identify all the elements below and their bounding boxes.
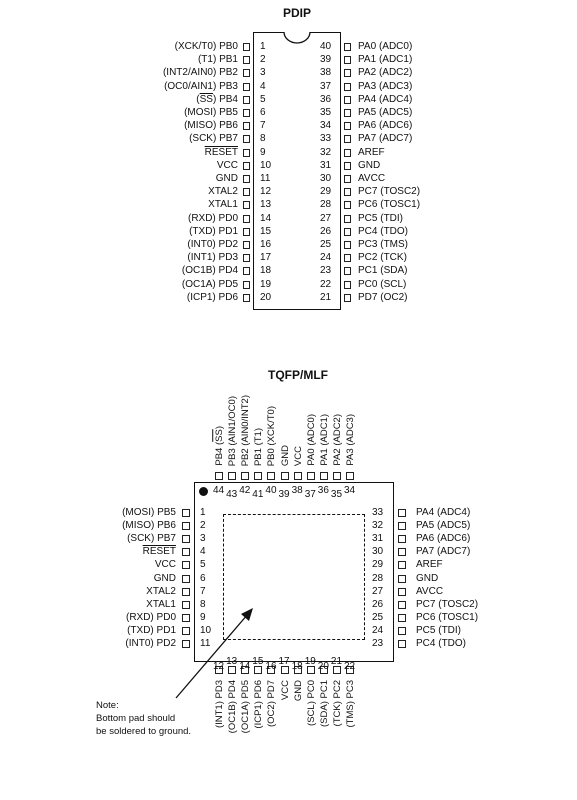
tqfp-pin-number: 26 xyxy=(372,598,384,610)
pdip-pin-number: 18 xyxy=(260,265,272,277)
pdip-pin-name: PD4 xyxy=(218,265,238,277)
tqfp-pin-number: 30 xyxy=(372,546,384,558)
tqfp-pin-alt-function: (INT1) xyxy=(214,701,225,729)
tqfp-pin-number: 1 xyxy=(200,507,206,518)
pdip-pin-name: GND xyxy=(215,173,238,184)
pdip-pin-alt-function: (ADC0) xyxy=(378,41,413,52)
pdip-pin-name: PA2 xyxy=(358,67,377,79)
pdip-pin-alt-function: (TXD) xyxy=(189,225,216,237)
tqfp-pin-name: PA7 xyxy=(416,546,435,558)
pdip-pin-number: 17 xyxy=(260,252,272,264)
note-line: Bottom pad should xyxy=(96,713,176,724)
tqfp-pin-number: 8 xyxy=(200,598,206,610)
pdip-pin-alt-function: (TDI) xyxy=(380,212,404,224)
pdip-pin-number: 16 xyxy=(260,239,272,250)
tqfp-pin-number: 32 xyxy=(372,520,384,532)
pdip-title: PDIP xyxy=(283,6,312,20)
pdip-pin-alt-function: (OC0/AIN1) xyxy=(164,80,217,92)
pdip-pin-alt-function: (INT1) xyxy=(187,252,216,264)
tqfp-pin-alt-function: (ADC3) xyxy=(345,414,356,447)
tqfp-pin-number: 25 xyxy=(372,611,384,623)
tqfp-pin-number: 10 xyxy=(200,624,212,636)
tqfp-pin-alt-function: (ADC0) xyxy=(305,414,317,447)
tqfp-pin-alt-function: (XCK/T0) xyxy=(266,405,278,446)
pdip-pin-name: PC7 xyxy=(358,186,378,198)
tqfp-pin-name: PB4 xyxy=(214,448,225,466)
pdip-pin-number: 8 xyxy=(260,133,266,145)
tqfp-pin-alt-function: (ADC6) xyxy=(436,533,471,545)
tqfp-pin-name: PA1 xyxy=(318,448,330,466)
tqfp-pin-number: 2 xyxy=(200,520,206,532)
pdip-pin-number: 32 xyxy=(320,146,332,158)
pdip-pin-name: PA0 xyxy=(358,41,377,52)
pdip-pin-name: RESET xyxy=(204,146,238,158)
tqfp-pin-alt-function: (AIN1/OC0) xyxy=(227,395,239,446)
pdip-pin-alt-function: (ADC6) xyxy=(378,120,413,132)
pdip-pin-alt-function: $(\overline{SS})$ xyxy=(196,93,217,105)
pdip-pin-alt-function: (ICP1) xyxy=(186,291,216,303)
pdip-pin-number: 38 xyxy=(320,67,332,79)
tqfp-pin-number: 12 xyxy=(213,661,225,672)
tqfp-pin-name: VCC xyxy=(154,559,176,571)
pdip-pin-number: 6 xyxy=(260,107,266,118)
pdip-pin-alt-function: (OC2) xyxy=(380,291,408,303)
pdip-pin-number: 37 xyxy=(320,80,332,92)
pdip-pin-number: 9 xyxy=(260,146,266,158)
tqfp-pin-number: 20 xyxy=(317,661,329,672)
pdip-pin-name: PD1 xyxy=(218,225,238,237)
pdip-pin-name: PC0 xyxy=(358,278,378,290)
tqfp-pin-name: PD5 xyxy=(240,680,252,699)
tqfp-pin-alt-function: (OC1A) xyxy=(240,701,252,734)
tqfp-pin-number: 7 xyxy=(200,585,206,597)
tqfp-pin-number: 5 xyxy=(200,559,206,571)
pdip-pin-name: AVCC xyxy=(358,173,386,184)
pdip-pin-alt-function: (INT2/AIN0) xyxy=(162,67,217,79)
tqfp-pin-name: PC7 xyxy=(416,598,436,610)
pdip-pin-alt-function: (TMS) xyxy=(380,239,409,250)
pdip-pin-name: VCC xyxy=(216,159,238,171)
pdip-pin-number: 12 xyxy=(260,186,272,198)
tqfp-pin-name: XTAL1 xyxy=(146,598,176,610)
tqfp-pin-alt-function: (TDI) xyxy=(438,624,462,636)
tqfp-pin-alt-function: (SDA) xyxy=(318,701,330,727)
pdip-pin-number: 2 xyxy=(260,54,266,66)
tqfp-title: TQFP/MLF xyxy=(268,368,328,382)
tqfp-pin-name: VCC xyxy=(279,680,291,701)
tqfp-pin-number: 40 xyxy=(265,485,277,496)
tqfp-pin-number: 17 xyxy=(278,656,290,667)
pdip-pin-name: XTAL1 xyxy=(208,199,238,211)
pdip-pin-name: PA6 xyxy=(358,120,377,132)
pdip-pin-number: 35 xyxy=(320,107,332,118)
pdip-pin-name: PA5 xyxy=(358,107,377,118)
pdip-pin-number: 36 xyxy=(320,93,332,105)
pdip-pin-name: PD3 xyxy=(218,252,238,264)
pdip-pin-number: 23 xyxy=(320,265,332,277)
pdip-pin-number: 10 xyxy=(260,159,272,171)
pdip-pin-name: PB4 xyxy=(219,93,238,105)
pdip-pin-alt-function: (TCK) xyxy=(380,252,407,264)
tqfp-pin-number: 31 xyxy=(372,533,384,545)
pdip-pin-name: PA4 xyxy=(358,93,377,105)
tqfp-pin-number: 11 xyxy=(200,638,211,649)
pdip-pin-number: 14 xyxy=(260,212,272,224)
pdip-pin-alt-function: (ADC7) xyxy=(378,133,413,145)
tqfp-pin-alt-function: (OC1B) xyxy=(227,701,239,734)
tqfp-pin-alt-function: (AIN0/INT2) xyxy=(240,394,252,446)
pdip-pin-number: 4 xyxy=(260,80,266,92)
pdip-pin-alt-function: (ADC1) xyxy=(378,54,413,66)
pdip-pin-alt-function: (OC1A) xyxy=(181,278,216,290)
pdip-pin-name: PC1 xyxy=(358,265,378,277)
pdip-pin-name: PD6 xyxy=(218,291,238,303)
pdip-pin-name: PD5 xyxy=(218,278,238,290)
tqfp-pin-name: PA6 xyxy=(416,533,435,545)
tqfp-pin-number: 18 xyxy=(291,661,303,672)
pdip-pin-alt-function: (TDO) xyxy=(380,225,409,237)
pdip-pin-number: 29 xyxy=(320,186,332,198)
pdip-pin-number: 15 xyxy=(260,225,272,237)
tqfp-pin-number: 15 xyxy=(252,656,264,667)
tqfp-pin-name: PA2 xyxy=(331,448,343,466)
pdip-pin-alt-function: (T1) xyxy=(197,54,217,66)
tqfp-pin-name: PB1 xyxy=(253,448,265,466)
pdip-pin-number: 30 xyxy=(320,173,332,184)
pdip-pin-name: PD0 xyxy=(218,212,238,224)
tqfp-pin-name: AVCC xyxy=(416,585,444,597)
pdip-pin-number: 39 xyxy=(320,54,332,66)
pdip-pin-alt-function: (OC1B) xyxy=(181,265,216,277)
tqfp-pin-name: PB0 xyxy=(266,448,278,466)
pdip-pin-alt-function: (TOSC2) xyxy=(380,186,421,198)
tqfp-pin-number: 36 xyxy=(317,485,329,496)
tqfp-pin-name: VCC xyxy=(292,445,304,466)
note-line: Note: xyxy=(96,700,119,711)
pdip-pin-name: XTAL2 xyxy=(208,186,238,198)
pdip-pin-alt-function: (ADC3) xyxy=(378,80,413,92)
pdip-pin-name: AREF xyxy=(358,146,385,158)
tqfp-pin-name: PA3 xyxy=(345,448,356,466)
tqfp-pin-name: PD7 xyxy=(266,680,278,699)
tqfp-pin-name: PA5 xyxy=(416,520,435,532)
tqfp-pin-alt-function: (INT0) xyxy=(125,638,154,649)
pdip-pin-name: PD2 xyxy=(218,239,238,250)
tqfp-pin-name: PC1 xyxy=(318,680,330,699)
tqfp-pin-number: 39 xyxy=(278,489,290,500)
tqfp-pin-number: 16 xyxy=(265,661,277,672)
tqfp-pin-number: 22 xyxy=(344,661,356,672)
pdip-pin-alt-function: (SCK) xyxy=(189,133,217,145)
pdip-pin-number: 31 xyxy=(320,159,332,171)
tqfp-pin-number: 6 xyxy=(200,572,206,584)
pdip-pin-alt-function: (RXD) xyxy=(187,212,216,224)
tqfp-pin-number: 13 xyxy=(226,656,238,667)
pdip-pin-name: PA7 xyxy=(358,133,377,145)
pdip-pin-name: PC3 xyxy=(358,239,378,250)
tqfp-pin-number: 35 xyxy=(330,489,343,500)
pdip-pin-alt-function: (INT0) xyxy=(187,239,216,250)
tqfp-pin-name: XTAL2 xyxy=(146,585,176,597)
tqfp-pin-number: 38 xyxy=(291,485,303,496)
tqfp-pin-number: 44 xyxy=(213,485,225,496)
pdip-pin-name: PC6 xyxy=(358,199,378,211)
tqfp-pin-number: 24 xyxy=(372,624,384,636)
pdip-pin-alt-function: (SCL) xyxy=(380,278,407,290)
pdip-pin-alt-function: (MISO) xyxy=(184,120,217,132)
tqfp-pin-number: 27 xyxy=(372,585,384,597)
tqfp-pin-alt-function: (ADC4) xyxy=(436,507,471,518)
tqfp-pin-number: 3 xyxy=(200,533,206,545)
pdip-pin-number: 22 xyxy=(320,278,332,290)
tqfp-pin-alt-function: (ADC2) xyxy=(331,414,343,447)
tqfp-pin-number: 33 xyxy=(372,507,384,518)
note-line: be soldered to ground. xyxy=(96,726,192,737)
tqfp-pin-alt-function: (SCL) xyxy=(305,701,317,726)
pdip-pin-name: PA3 xyxy=(358,80,377,92)
pdip-pin-number: 1 xyxy=(260,41,266,52)
tqfp-pin-number: 34 xyxy=(344,485,356,496)
pdip-pin-alt-function: (XCK/T0) xyxy=(174,41,217,52)
tqfp-pin-alt-function: (TXD) xyxy=(127,624,154,636)
tqfp-pin-number: 4 xyxy=(200,546,206,558)
pdip-pin-name: PB1 xyxy=(219,54,238,66)
tqfp-pin-number: 41 xyxy=(252,489,264,500)
tqfp-pin-alt-function: (TMS) xyxy=(345,701,356,728)
tqfp-pin-number: 43 xyxy=(226,489,238,500)
tqfp-pin-alt-function: (TOSC1) xyxy=(438,611,479,623)
tqfp-pin-alt-function: (MISO) xyxy=(122,520,155,532)
pdip-pin-number: 11 xyxy=(260,173,271,184)
pdip-pin-number: 5 xyxy=(260,93,266,105)
tqfp-pin-name: PD0 xyxy=(156,611,176,623)
tqfp-pin-name: PB5 xyxy=(157,507,176,518)
tqfp-pin-number: 37 xyxy=(304,489,316,500)
tqfp-pin-alt-function: (TOSC2) xyxy=(438,598,479,610)
tqfp-pin-name: PD6 xyxy=(253,680,265,699)
pdip-pin-name: PB5 xyxy=(219,107,238,118)
pdip-pin-alt-function: (ADC5) xyxy=(378,107,413,118)
pdip-pin-alt-function: (ADC4) xyxy=(378,93,413,105)
pdip-pin-number: 40 xyxy=(320,41,332,52)
tqfp-pin-name: PC5 xyxy=(416,624,436,636)
pdip-pin-number: 13 xyxy=(260,199,272,211)
pdip-pin-alt-function: (MOSI) xyxy=(184,107,217,118)
tqfp-pin-name: GND xyxy=(153,572,176,584)
tqfp-pin-alt-function: (MOSI) xyxy=(122,507,155,518)
tqfp-pin-number: 19 xyxy=(304,656,316,667)
pdip-pin-alt-function: (ADC2) xyxy=(378,67,413,79)
tqfp-pin-name: PA4 xyxy=(416,507,435,518)
pdip-pin-name: PB0 xyxy=(219,41,238,52)
pdip-pin-number: 3 xyxy=(260,67,266,79)
pdip-pin-name: PB3 xyxy=(219,80,238,92)
tqfp-pin-alt-function: (SCK) xyxy=(127,533,155,545)
tqfp-pin-number: 21 xyxy=(330,656,343,667)
tqfp-pin-name: PB6 xyxy=(157,520,176,532)
pdip-pin-name: PA1 xyxy=(358,54,377,66)
tqfp-pin-name: PC6 xyxy=(416,611,436,623)
tqfp-pin-name: PA0 xyxy=(305,448,317,466)
tqfp-pin-number: 29 xyxy=(372,559,384,571)
pdip-pin-name: PC2 xyxy=(358,252,378,264)
tqfp-pin-name: PC4 xyxy=(416,638,436,649)
tqfp-pin-alt-function: (ADC7) xyxy=(436,546,471,558)
tqfp-pin-name: GND xyxy=(279,444,291,466)
pdip-pin-number: 19 xyxy=(260,278,272,290)
tqfp-pin-name: PB3 xyxy=(227,448,239,466)
pdip-pin-name: PB7 xyxy=(219,133,238,145)
pdip-pin-number: 25 xyxy=(320,239,332,250)
tqfp-pin-number: 28 xyxy=(372,572,384,584)
tqfp-pin-name: PD4 xyxy=(227,680,239,699)
tqfp-pin-name: AREF xyxy=(416,559,443,571)
pdip-pin-name: GND xyxy=(358,159,381,171)
tqfp-pin-number: 9 xyxy=(200,611,206,623)
pdip-pin-name: PB6 xyxy=(219,120,238,132)
tqfp-pin-alt-function: (RXD) xyxy=(125,611,154,623)
tqfp-pin-name: GND xyxy=(416,572,439,584)
tqfp-pin-name: PC3 xyxy=(345,680,356,699)
tqfp-pin-alt-function: (SS) xyxy=(214,426,225,446)
tqfp-pin-alt-function: (OC2) xyxy=(266,701,278,727)
tqfp-pin-name: PC0 xyxy=(305,680,317,699)
pdip-pin-number: 24 xyxy=(320,252,332,264)
tqfp-pin-name: PB7 xyxy=(157,533,176,545)
pdip-pin-number: 7 xyxy=(260,120,266,132)
tqfp-pin-alt-function: (TDO) xyxy=(438,638,467,649)
tqfp-pin-name: RESET xyxy=(142,546,176,558)
tqfp-pin-number: 42 xyxy=(239,485,251,496)
pdip-pin-number: 21 xyxy=(320,291,332,303)
pdip-pin-name: PB2 xyxy=(219,67,238,79)
tqfp-pin-alt-function: (ADC5) xyxy=(436,520,471,532)
tqfp-pin-name: PD2 xyxy=(156,638,176,649)
tqfp-pin-name: PD1 xyxy=(156,624,176,636)
pdip-pin-number: 34 xyxy=(320,120,332,132)
pdip-pin-number: 28 xyxy=(320,199,332,211)
tqfp-pin-alt-function: (ICP1) xyxy=(253,701,265,729)
pdip-pin-number: 20 xyxy=(260,291,272,303)
tqfp-pin-name: PB2 xyxy=(240,448,252,466)
pdip-pin-number: 33 xyxy=(320,133,332,145)
tqfp-pin-name: PD3 xyxy=(214,680,225,699)
tqfp-pin-alt-function: (T1) xyxy=(253,427,265,446)
tqfp-pin-name: PC2 xyxy=(331,680,343,699)
pdip-pin-name: PC5 xyxy=(358,212,378,224)
pdip-pin-alt-function: (TOSC1) xyxy=(380,199,421,211)
tqfp-pin-alt-function: (TCK) xyxy=(331,701,343,727)
tqfp-pin-alt-function: (ADC1) xyxy=(318,414,330,447)
tqfp-pin-number: 14 xyxy=(239,661,251,672)
tqfp-pin-number: 23 xyxy=(372,638,384,649)
pdip-pin-number: 26 xyxy=(320,225,332,237)
tqfp-pin-name: GND xyxy=(292,680,304,702)
pdip-pin-alt-function: (SDA) xyxy=(380,265,408,277)
pdip-pin-name: PC4 xyxy=(358,225,378,237)
pdip-pin-number: 27 xyxy=(320,212,332,224)
pdip-pin-name: PD7 xyxy=(358,291,378,303)
